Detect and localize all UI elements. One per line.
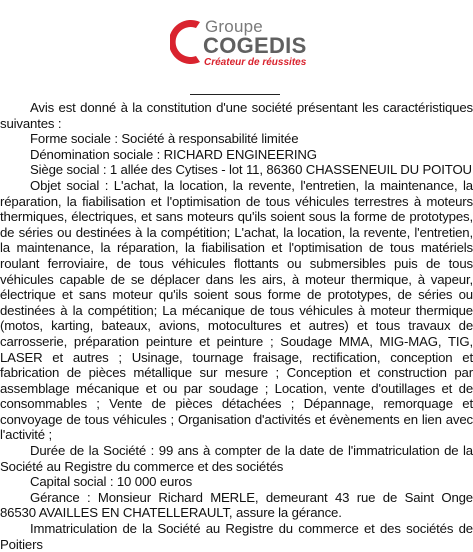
objet-social: Objet social : L'achat, la location, la revente, l'entretien, la maintenance, la réparation, la fiabilisation et l'optimisation de tous véhicules terrestres à moteurs thermiques, électriques, et sans moteurs qu'ils soient sous la forme de prototypes, de séries ou destinées à la compétition; L'achat, la location, la revente, l'entretien, la maintenance, la réparation, la fiabilisation et l'optimisation de tous matériels roulant ferroviaire, de tous véhicules flottants ou submersibles puis de tous véhicules capable de se déplacer dans les airs, à moteur thermique, à vapeur, électrique et sans moteur qu'ils soient sous forme de prototypes, de séries ou destinées à la compétition; La mécanique de tous véhicules à moteur thermique (motos, karting, bateaux, avions, motocultures et autres) et tous travaux de carrosserie, préparation peinture et peinture ; Soudage MMA, MIG-MAG, TIG, LASER et autres ; Usinage, tournage fraisage, rectification, conception et fabrication de pièces métallique sur mesure ; Conception et construction par assemblage mécanique et ou par soudage ; Location, vente d'outillages et de consommables ; Vente de pièces détachées ; Dépannage, remorquage et convoyage de tous véhicules ; Organisation d'activités et évènements en lien avec l'activité ; bbox=[0, 177, 473, 443]
duree-societe: Durée de la Société : 99 ans à compter de la date de l'immatriculation de la Société au Registre du commerce et des sociétés bbox=[0, 443, 473, 474]
logo-brand-text: COGEDIS bbox=[203, 33, 307, 58]
separator-rule bbox=[190, 94, 280, 95]
header bbox=[0, 0, 473, 84]
capital-social: Capital social : 10 000 euros bbox=[30, 474, 193, 490]
immatriculation: Immatriculation de la Société au Registre du commerce et des sociétés de Poitiers bbox=[0, 521, 473, 552]
logo-c-mark-icon bbox=[170, 14, 204, 70]
denomination-sociale: Dénomination sociale : RICHARD ENGINEERING bbox=[30, 146, 317, 162]
legal-notice bbox=[0, 100, 473, 552]
logo-tagline: Créateur de réussites bbox=[204, 57, 307, 68]
siege-social: Siège social : 1 allée des Cytises - lot 11, 86360 CHASSENEUIL DU POITOU bbox=[30, 162, 472, 178]
cogedis-logo bbox=[170, 14, 310, 70]
logo-group-text: Groupe bbox=[205, 17, 263, 36]
intro-paragraph: Avis est donné à la constitution d'une société présentant les caractéristiques suivantes : bbox=[0, 100, 473, 131]
gerance: Gérance : Monsieur Richard MERLE, demeurant 43 rue de Saint Onge 86530 AVAILLES EN CHATELLERAULT, assure la gérance. bbox=[0, 489, 473, 521]
forme-sociale: Forme sociale : Société à responsabilité limitée bbox=[30, 131, 299, 147]
